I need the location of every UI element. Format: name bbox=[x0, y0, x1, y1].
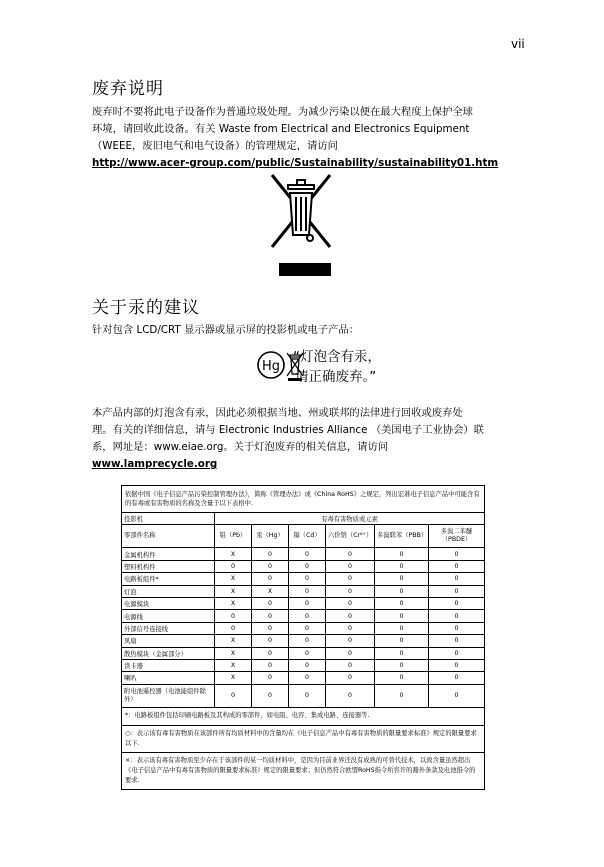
rohs-intro: 依据中国《电子信息产品污染控制管理办法》，简称《管理办法》或《China RoHS》之规定，列出宏碁电子信息产品中可能含有的有毒或有害物质的名称及含量于以下表格中. bbox=[122, 486, 485, 513]
value-cell: 0 bbox=[375, 560, 429, 572]
disposal-line: 废弃时不要将此电子设备作为普通垃圾处理。为减少污染以便在最大程度上保护全球 bbox=[92, 106, 473, 118]
value-cell: 0 bbox=[375, 622, 429, 634]
value-cell: 0 bbox=[326, 585, 375, 597]
part-name-cell: 金属机构件 bbox=[122, 548, 215, 560]
value-cell: 0 bbox=[326, 573, 375, 585]
part-name-cell: 散热模块（金属部分） bbox=[122, 647, 215, 659]
value-cell: X bbox=[215, 548, 252, 560]
part-name-cell: 塑料机构件 bbox=[122, 560, 215, 572]
value-cell: 0 bbox=[375, 548, 429, 560]
value-cell: X bbox=[215, 672, 252, 684]
value-cell: 0 bbox=[326, 672, 375, 684]
table-row bbox=[122, 597, 485, 609]
table-row bbox=[122, 622, 485, 634]
value-cell: 0 bbox=[252, 610, 289, 622]
value-cell: 0 bbox=[289, 548, 326, 560]
table-note-row bbox=[122, 707, 485, 725]
value-cell: 0 bbox=[289, 573, 326, 585]
mercury-intro: 针对包含 LCD/CRT 显示器或显示屏的投影机或电子产品： bbox=[92, 324, 359, 336]
value-cell: X bbox=[215, 647, 252, 659]
part-name-cell: 读卡器 bbox=[122, 659, 215, 671]
value-cell: 0 bbox=[429, 647, 485, 659]
table-row bbox=[122, 513, 485, 525]
value-cell: 0 bbox=[252, 684, 289, 707]
value-cell: 0 bbox=[326, 659, 375, 671]
value-cell: 0 bbox=[375, 610, 429, 622]
value-cell: 0 bbox=[215, 622, 252, 634]
disposal-line: （WEEE，废旧电气和电气设备）的管理规定，请访问 bbox=[92, 140, 338, 152]
disposal-title: 废弃说明 bbox=[92, 79, 164, 99]
group-label: 有毒有害物质或元素 bbox=[215, 513, 485, 525]
value-cell: 0 bbox=[252, 548, 289, 560]
value-cell: X bbox=[252, 585, 289, 597]
part-name-cell: 电路板组件* bbox=[122, 573, 215, 585]
value-cell: 0 bbox=[429, 659, 485, 671]
page-number: vii bbox=[511, 37, 525, 51]
value-cell: 0 bbox=[429, 684, 485, 707]
value-cell: 0 bbox=[252, 597, 289, 609]
value-cell: 0 bbox=[215, 560, 252, 572]
part-name-cell: 灯泡 bbox=[122, 585, 215, 597]
part-name-cell: 风扇 bbox=[122, 635, 215, 647]
value-cell: 0 bbox=[326, 647, 375, 659]
column-header: 多溴二苯醚（PBDE） bbox=[429, 525, 485, 548]
value-cell: 0 bbox=[252, 635, 289, 647]
disposal-paragraph bbox=[92, 104, 522, 172]
mercury-warning-line: “灯泡含有汞， bbox=[293, 349, 381, 365]
black-bar bbox=[279, 263, 331, 276]
value-cell: 0 bbox=[252, 672, 289, 684]
part-name-cell: 附电池遥控器（电池能组件除外） bbox=[122, 684, 215, 707]
rohs-table bbox=[121, 485, 485, 790]
value-cell: X bbox=[215, 635, 252, 647]
mercury-warning bbox=[295, 347, 381, 387]
value-cell: X bbox=[215, 659, 252, 671]
table-note-row bbox=[122, 726, 485, 753]
table-row bbox=[122, 548, 485, 560]
value-cell: 0 bbox=[215, 684, 252, 707]
column-header: 镉（Cd） bbox=[289, 525, 326, 548]
value-cell: 0 bbox=[375, 684, 429, 707]
table-row bbox=[122, 684, 485, 707]
value-cell: 0 bbox=[375, 597, 429, 609]
value-cell: 0 bbox=[289, 635, 326, 647]
table-row bbox=[122, 486, 485, 513]
table-note: ×：表示该有毒有害物质至少存在于该部件的某一均质材料中，是因为目前业界还没有成熟的可替代技术，以致含量虽然超出《电子信息产品中有毒有害物质的限量要求标准》规定的限量要求；但仍然符合欧盟RoHS指令所容许的豁外条款及电池指令的要求. bbox=[122, 753, 485, 790]
value-cell: 0 bbox=[429, 610, 485, 622]
value-cell: 0 bbox=[375, 573, 429, 585]
value-cell: 0 bbox=[289, 560, 326, 572]
value-cell: 0 bbox=[429, 597, 485, 609]
lamprecycle-link[interactable]: www.lamprecycle.org bbox=[92, 458, 218, 470]
value-cell: 0 bbox=[429, 585, 485, 597]
value-cell: 0 bbox=[289, 585, 326, 597]
value-cell: 0 bbox=[326, 635, 375, 647]
disposal-line: 环境，请回收此设备。有关 Waste from Electrical and Electronics Equipment bbox=[92, 123, 470, 135]
value-cell: X bbox=[215, 597, 252, 609]
table-row bbox=[122, 672, 485, 684]
value-cell: 0 bbox=[289, 684, 326, 707]
mercury-paragraph bbox=[92, 405, 522, 473]
table-note-row bbox=[122, 753, 485, 790]
value-cell: 0 bbox=[326, 610, 375, 622]
value-cell: 0 bbox=[326, 622, 375, 634]
value-cell: 0 bbox=[252, 560, 289, 572]
value-cell: 0 bbox=[289, 672, 326, 684]
value-cell: 0 bbox=[375, 659, 429, 671]
table-row bbox=[122, 635, 485, 647]
value-cell: 0 bbox=[375, 647, 429, 659]
value-cell: 0 bbox=[252, 659, 289, 671]
part-name-cell: 电源线 bbox=[122, 610, 215, 622]
value-cell: 0 bbox=[429, 622, 485, 634]
value-cell: 0 bbox=[289, 647, 326, 659]
value-cell: 0 bbox=[375, 672, 429, 684]
value-cell: 0 bbox=[215, 610, 252, 622]
value-cell: 0 bbox=[252, 622, 289, 634]
table-row bbox=[122, 560, 485, 572]
table-note: *：电路板组件包括印刷电路板及其构成的零部件，如电阻、电容、集成电路、连接器等. bbox=[122, 707, 485, 725]
value-cell: 0 bbox=[289, 597, 326, 609]
hg-symbol-text: Hg bbox=[261, 359, 281, 374]
value-cell: 0 bbox=[252, 647, 289, 659]
value-cell: 0 bbox=[429, 560, 485, 572]
table-row bbox=[122, 610, 485, 622]
column-header: 铅（Pb） bbox=[215, 525, 252, 548]
value-cell: X bbox=[215, 573, 252, 585]
weee-link[interactable]: http://www.acer-group.com/public/Sustainability/sustainability01.htm bbox=[92, 157, 499, 169]
value-cell: 0 bbox=[326, 597, 375, 609]
crossed-out-wheelie-bin-icon bbox=[268, 171, 334, 251]
table-row bbox=[122, 659, 485, 671]
column-header: 六价铬（Cr⁶⁺） bbox=[326, 525, 375, 548]
table-row bbox=[122, 647, 485, 659]
product-label: 投影机 bbox=[122, 513, 215, 525]
value-cell: 0 bbox=[289, 659, 326, 671]
value-cell: 0 bbox=[429, 573, 485, 585]
mercury-line: 理。有关的详细信息，请与 Electronic Industries Alliance （美国电子工业协会）联 bbox=[92, 424, 484, 436]
column-header: 多溴联苯（PBB） bbox=[375, 525, 429, 548]
value-cell: 0 bbox=[375, 585, 429, 597]
value-cell: 0 bbox=[429, 635, 485, 647]
mercury-line: 系，网址是：www.eiae.org。关于灯泡废弃的相关信息，请访问 bbox=[92, 441, 389, 453]
part-name-cell: 电源模块 bbox=[122, 597, 215, 609]
part-name-cell: 喇叭 bbox=[122, 672, 215, 684]
value-cell: X bbox=[215, 585, 252, 597]
part-name-cell: 外部信号连接线 bbox=[122, 622, 215, 634]
table-note: ○：表示该有毒有害物质在该部件所有均质材料中的含量均在《电子信息产品中有毒有害物质的限量要求标准》规定的限量要求以下. bbox=[122, 726, 485, 753]
value-cell: 0 bbox=[326, 560, 375, 572]
value-cell: 0 bbox=[252, 573, 289, 585]
value-cell: 0 bbox=[289, 610, 326, 622]
part-label: 零部件名称 bbox=[122, 525, 215, 548]
value-cell: 0 bbox=[375, 635, 429, 647]
value-cell: 0 bbox=[429, 548, 485, 560]
value-cell: 0 bbox=[326, 684, 375, 707]
mercury-title: 关于汞的建议 bbox=[92, 298, 200, 318]
mercury-line: 本产品内部的灯泡含有汞，因此必须根据当地、州或联邦的法律进行回收或废弃处 bbox=[92, 407, 463, 419]
value-cell: 0 bbox=[429, 672, 485, 684]
table-row bbox=[122, 585, 485, 597]
column-header: 汞（Hg） bbox=[252, 525, 289, 548]
table-row bbox=[122, 573, 485, 585]
value-cell: 0 bbox=[326, 548, 375, 560]
table-header-row bbox=[122, 525, 485, 548]
mercury-warning-line: 请正确废弃。” bbox=[295, 369, 377, 385]
value-cell: 0 bbox=[289, 622, 326, 634]
